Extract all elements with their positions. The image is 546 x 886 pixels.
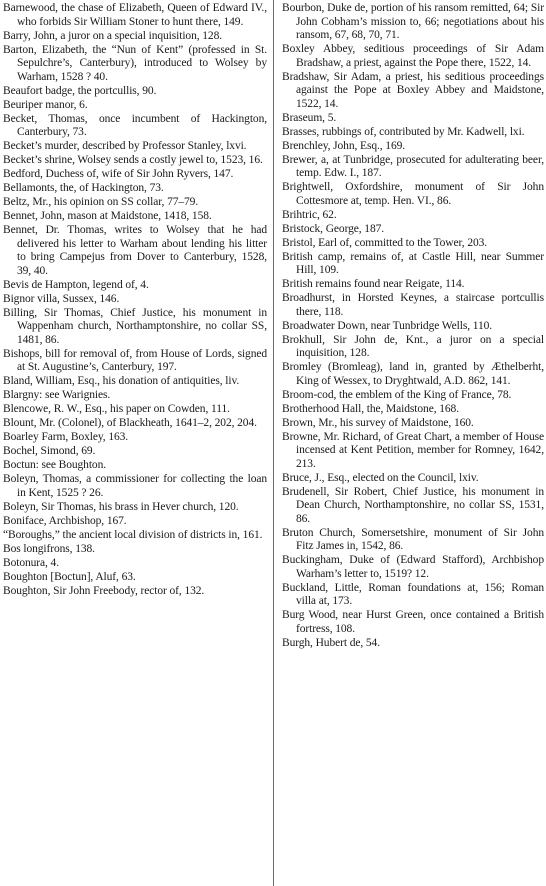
index-entry: Bedford, Duchess of, wife of Sir John Ryvers, 147. <box>3 168 234 180</box>
index-entry: Boarley Farm, Boxley, 163. <box>3 431 129 443</box>
index-entry: Bevis de Hampton, legend of, 4. <box>3 278 149 291</box>
index-entry: Broadwater Down, near Tunbridge Wells, 110. <box>282 319 493 332</box>
index-entry: Boleyn, Sir Thomas, his brass in Hever church, 120. <box>3 500 239 513</box>
index-entry: British remains found near Reigate, 114. <box>282 278 465 290</box>
index-entry: Buckland, Little, Roman foundations at, 156; Roman villa at, 173. <box>282 581 544 607</box>
index-column-left <box>3 2 267 599</box>
index-entry: Boughton, Sir John Freebody, rector of, 132. <box>3 584 205 597</box>
index-entry: Bristock, George, 187. <box>282 222 385 235</box>
index-entry: Becket’s shrine, Wolsey sends a costly jewel to, 1523, 16. <box>3 154 263 166</box>
index-entry: Broom-cod, the emblem of the King of France, 78. <box>282 388 512 401</box>
index-entry: Boleyn, Thomas, a commissioner for collecting the loan in Kent, 1525 ? 26. <box>3 473 267 499</box>
index-entry: Boniface, Archbishop, 167. <box>3 514 127 527</box>
index-entry: Barton, Elizabeth, the “Nun of Kent” (professed in St. Sepulchre’s, Canterbury), introduced to Wolsey by Warham, 1528 ? 40. <box>3 43 267 83</box>
index-entry: Broadhurst, in Horsted Keynes, a staircase portcullis there, 118. <box>282 292 544 318</box>
index-column-right <box>282 2 544 651</box>
index-entry: Bishops, bill for removal of, from House of Lords, signed at St. Augustine’s, Canterbury, 197. <box>3 347 267 373</box>
index-entry: Bos longifrons, 138. <box>3 542 95 555</box>
index-entry: “Boroughs,” the ancient local division of districts in, 161. <box>3 528 263 541</box>
index-entry: Braseum, 5. <box>282 111 337 124</box>
index-entry: British camp, remains of, at Castle Hill, near Summer Hill, 109. <box>282 250 544 276</box>
index-entry: Blargny: see Warignies. <box>3 389 111 401</box>
index-entry: Brightwell, Oxfordshire, monument of Sir John Cottesmore at, temp. Hen. VI., 86. <box>282 181 544 207</box>
index-entry: Blount, Mr. (Colonel), of Blackheath, 1641–2, 202, 204. <box>3 417 257 429</box>
index-entry: Brewer, a, at Tunbridge, prosecuted for adulterating beer, temp. Edw. I., 187. <box>282 153 544 179</box>
index-entry: Bellamonts, the, of Hackington, 73. <box>3 182 164 194</box>
index-entry: Bland, William, Esq., his donation of antiquities, liv. <box>3 375 240 387</box>
index-entry: Bruce, J., Esq., elected on the Council, lxiv. <box>282 471 479 484</box>
index-entry: Boxley Abbey, seditious proceedings of Sir Adam Bradshaw, a priest, against the Pope there, 1522, 14. <box>282 43 544 69</box>
index-entry: Bignor villa, Sussex, 146. <box>3 292 120 305</box>
index-entry: Bourbon, Duke de, portion of his ransom remitted, 64; Sir John Cobham’s mission to, 66; negotiations about his ransom, 67, 68, 70, 71. <box>282 2 544 41</box>
index-entry: Bradshaw, Sir Adam, a priest, his seditious proceedings against the Pope at Boxley Abbey and Maidstone, 1522, 14. <box>282 70 544 110</box>
index-entry: Burg Wood, near Hurst Green, once contained a British fortress, 108. <box>282 609 544 635</box>
index-entry: Burgh, Hubert de, 54. <box>282 636 380 649</box>
index-entry: Browne, Mr. Richard, of Great Chart, a member of House incensed at Kent Petition, member for Romney, 1642, 213. <box>282 430 544 470</box>
index-entry: Bristol, Earl of, committed to the Tower, 203. <box>282 236 488 249</box>
index-entry: Brotherhood Hall, the, Maidstone, 168. <box>282 402 459 415</box>
index-entry: Beuriper manor, 6. <box>3 98 88 111</box>
index-entry: Brown, Mr., his survey of Maidstone, 160. <box>282 416 474 429</box>
index-entry: Billing, Sir Thomas, Chief Justice, his monument in Wappenham church, Northamptonshire, no collar SS, 1481, 86. <box>3 306 267 346</box>
index-entry: Barry, John, a juror on a special inquisition, 128. <box>3 29 223 42</box>
index-entry: Brenchley, John, Esq., 169. <box>282 139 406 152</box>
column-divider <box>273 0 274 886</box>
index-entry: Brudenell, Sir Robert, Chief Justice, his monument in Dean Church, Northamptonshire, no collar SS, 1531, 86. <box>282 485 544 525</box>
index-entry: Boctun: see Boughton. <box>3 459 106 471</box>
index-entry: Bruton Church, Somersetshire, monument of Sir John Fitz James in, 1542, 86. <box>282 526 544 552</box>
index-entry: Buckingham, Duke of (Edward Stafford), Archbishop Warham’s letter to, 1519? 12. <box>282 554 544 580</box>
index-entry: Bochel, Simond, 69. <box>3 445 96 457</box>
index-entry: Beltz, Mr., his opinion on SS collar, 77–79. <box>3 196 199 208</box>
index-entry: Boughton [Boctun], Aluf, 63. <box>3 570 136 583</box>
index-entry: Bromley (Bromleag), land in, granted by Æthelberht, King of Wessex, to Dryghtwald, A.D. 862, 141. <box>282 361 544 387</box>
index-entry: Beaufort badge, the portcullis, 90. <box>3 84 157 97</box>
index-entry: Becket’s murder, described by Professor Stanley, lxvi. <box>3 140 247 152</box>
index-entry: Barnewood, the chase of Elizabeth, Queen of Edward IV., who forbids Sir William Stoner to hunt there, 149. <box>3 2 267 28</box>
index-entry: Bennet, John, mason at Maidstone, 1418, 158. <box>3 210 212 222</box>
index-entry: Brihtric, 62. <box>282 208 337 221</box>
index-entry: Botonura, 4. <box>3 556 59 569</box>
index-entry: Becket, Thomas, once incumbent of Hackington, Canterbury, 73. <box>3 112 267 138</box>
index-entry: Brokhull, Sir John de, Knt., a juror on a special inquisition, 128. <box>282 333 544 359</box>
index-entry: Blencowe, R. W., Esq., his paper on Cowden, 111. <box>3 403 230 415</box>
index-entry: Bennet, Dr. Thomas, writes to Wolsey that he had delivered his letter to Warham about lending his litter to bring Campejus from Dover to Canterbury, 1528, 39, 40. <box>3 224 267 277</box>
index-entry: Brasses, rubbings of, contributed by Mr. Kadwell, lxi. <box>282 125 525 138</box>
